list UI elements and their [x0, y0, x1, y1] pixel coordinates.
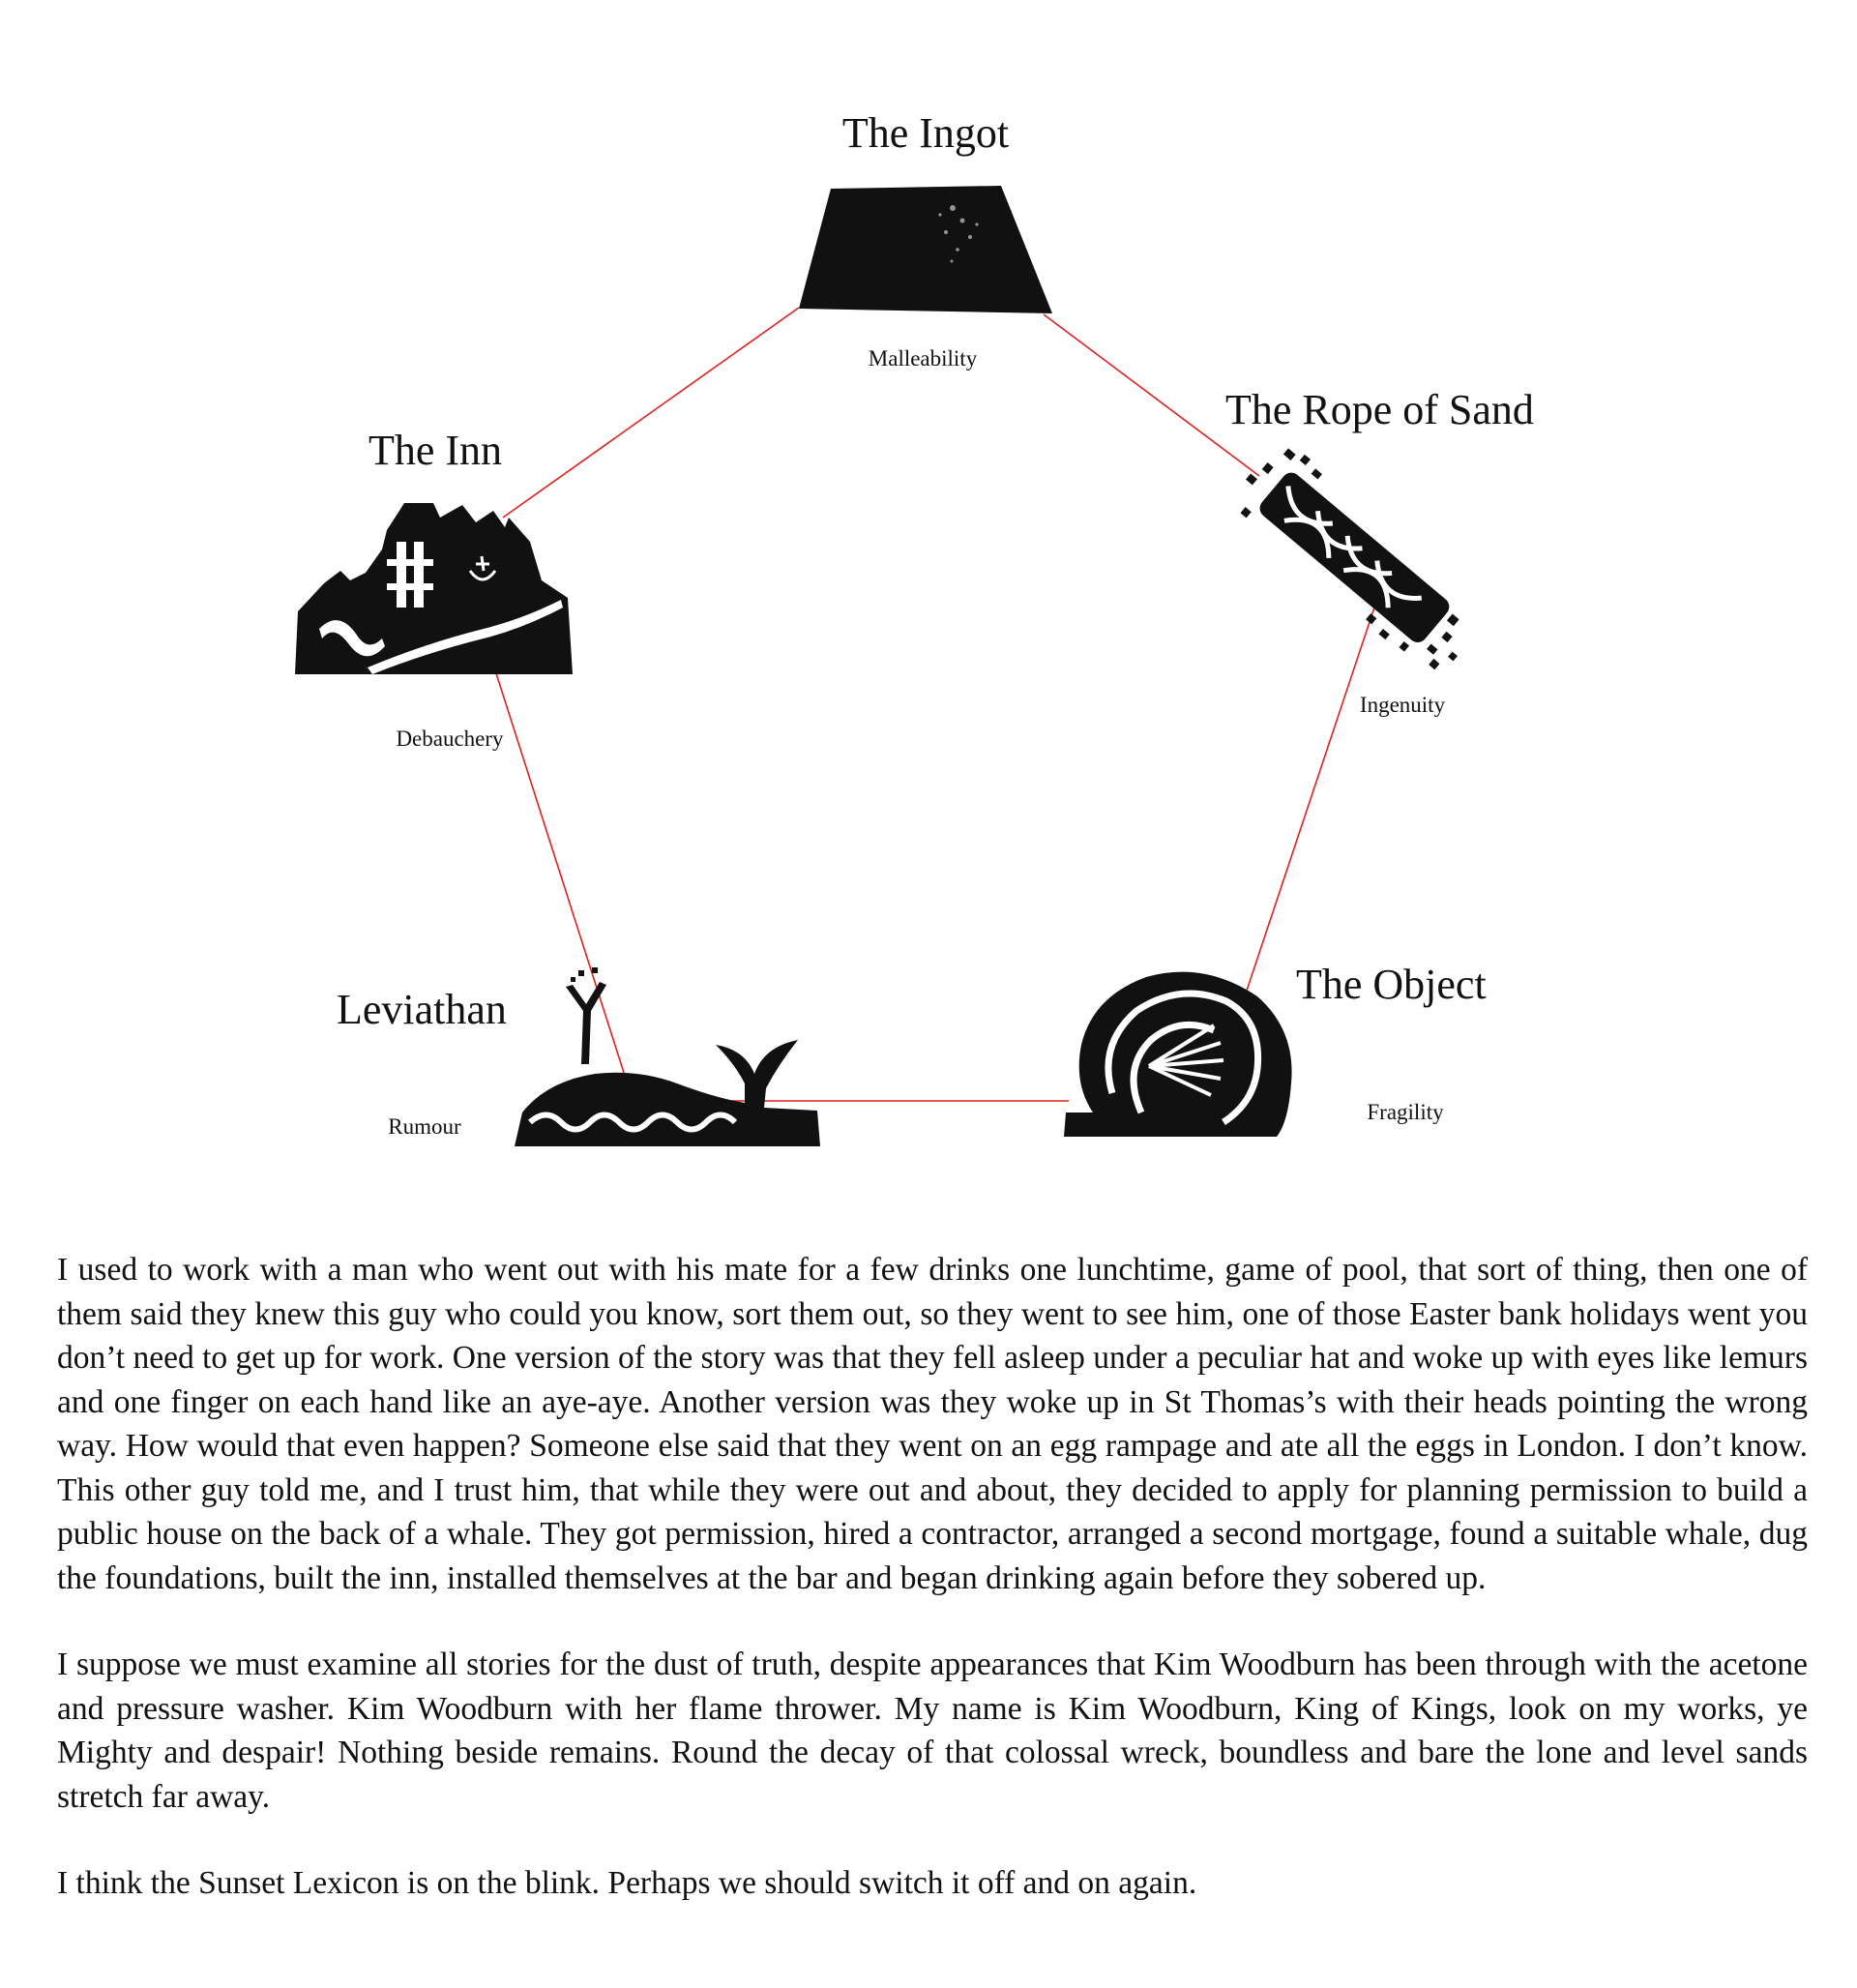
story-paragraph: I suppose we must examine all stories for the dust of truth, despite appearances that Kim Woodburn has been through with the acetone and pressure washer. Kim Woodburn with her flame thrower. My name is Kim Woodburn, King of Kings, look on my works, ye Mighty and despair! Nothing beside remains. Round the decay of that colossal wreck, boundless and bare the lone and level sands stretch far away.	[57, 1647, 1808, 1815]
node-label-rope: Ingenuity	[1359, 693, 1446, 717]
node-title-rope: The Rope of Sand	[1225, 386, 1534, 433]
node-title-ingot: The Ingot	[841, 109, 1010, 157]
node-title-object: The Object	[1296, 961, 1487, 1008]
ingot-icon	[799, 186, 1052, 313]
story-paragraph: I used to work with a man who went out with his mate for a few drinks one lunchtime, game of pool, that sort of thing, then one of them said they knew this guy who could you know, sort them out, so they went to see him, one of those Easter bank holidays went you don’t need to get up for work. One version of the story was that they fell asleep under a peculiar hat and woke up with eyes like lemurs and one finger on each hand like an aye-aye. Another version was they woke up in St Thomas’s with their heads pointing the wrong way. How would that even happen? Someone else said that they went on an egg rampage and ate all the eggs in London. I don’t know. This other guy told me, and I trust him, that while they were out and about, they decided to apply for planning permission to build a public house on the back of a whale. They got permission, hired a contractor, arranged a second mortgage, found a suitable whale, dug the foundations, built the inn, installed themselves at the bar and began drinking again before they sobered up.	[57, 1252, 1808, 1596]
node-label-inn: Debauchery	[396, 727, 504, 751]
node-label-leviathan: Rumour	[388, 1114, 461, 1139]
inn-icon	[295, 503, 573, 674]
node-label-ingot: Malleability	[868, 346, 978, 371]
node-title-leviathan: Leviathan	[337, 986, 507, 1033]
edge-leviathan-inn	[495, 670, 626, 1079]
edge-rope-object	[1241, 605, 1375, 1008]
story-text	[57, 1248, 1808, 1948]
story-paragraph: I think the Sunset Lexicon is on the blink. Perhaps we should switch it off and on again.	[57, 1865, 1197, 1901]
whale-icon	[515, 967, 820, 1146]
node-title-inn: The Inn	[368, 427, 503, 474]
node-label-object: Fragility	[1367, 1100, 1444, 1124]
rope-of-sand-icon	[1224, 435, 1493, 681]
edge-inn-ingot	[503, 308, 799, 518]
shell-object-icon	[1064, 972, 1292, 1137]
